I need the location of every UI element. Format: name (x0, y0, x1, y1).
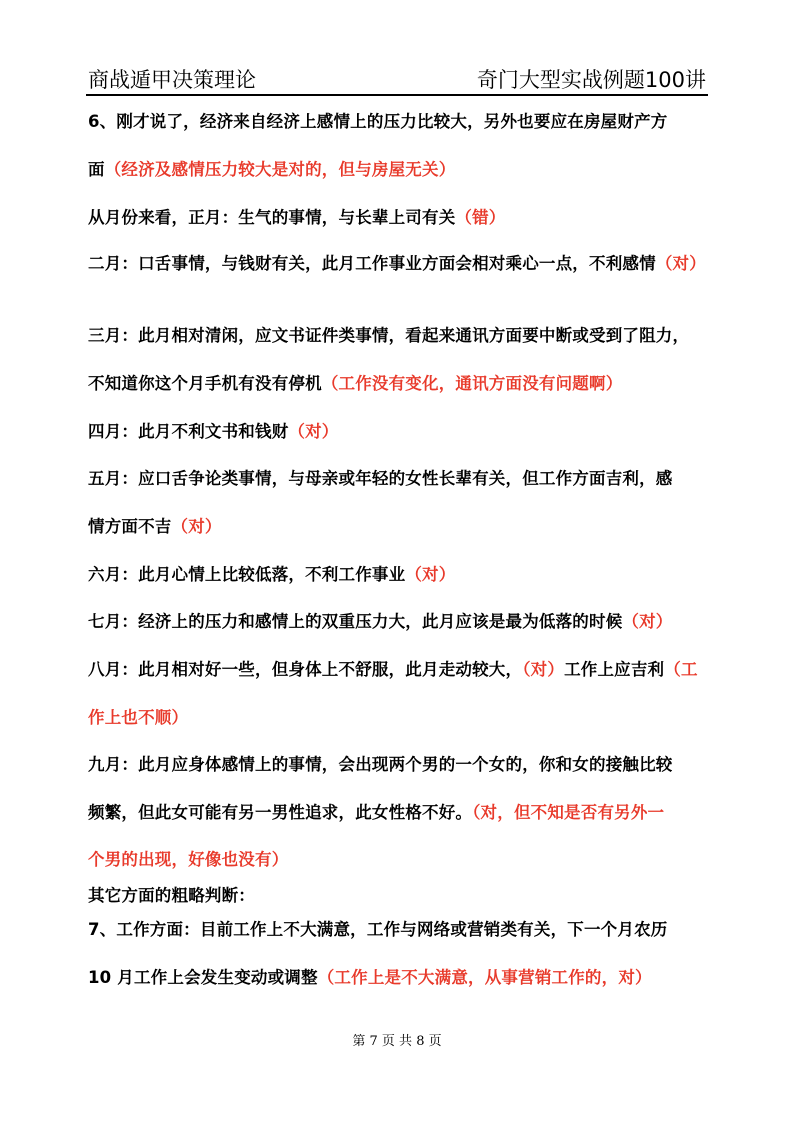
text-line (88, 156, 455, 180)
header-left-title: 商战遁甲决策理论 (88, 68, 256, 92)
annotation-text: （错） (455, 208, 506, 227)
body-text: 情方面不吉 (88, 517, 172, 536)
annotation-text: （工作没有变化，通讯方面没有问题啊） (321, 374, 623, 393)
body-text: 九月：此月应身体感情上的事情，会出现两个男的一个女的，你和女的接触比较 (88, 755, 673, 774)
body-text: 七月：经济上的压力和感情上的双重压力大，此月应该是最为低落的时候 (88, 612, 623, 631)
text-line (88, 964, 652, 988)
annotation-text: 个男的出现，好像也没有） (88, 850, 289, 869)
text-line (88, 608, 673, 632)
body-text: 不知道你这个月手机有没有停机 (88, 374, 322, 393)
annotation-text: （对） (171, 517, 222, 536)
annotation-text: （对） (655, 254, 706, 273)
text-line (88, 465, 673, 489)
text-line (88, 204, 506, 228)
body-text: 四月：此月不利文书和钱财 (88, 422, 289, 441)
page-footer: 第 7 页 共 8 页 (352, 1034, 442, 1049)
annotation-text: （经济及感情压力较大是对的，但与房屋无关） (104, 160, 456, 179)
text-line (88, 250, 706, 274)
text-line (88, 656, 698, 680)
body-text: 其它方面的粗略判断： (88, 886, 255, 905)
body-text: 六月：此月心情上比较低落，不利工作事业 (88, 565, 406, 584)
body-text: 频繁，但此女可能有另一男性追求，此女性格不好。 (88, 803, 473, 822)
header-divider (86, 94, 708, 96)
annotation-text: （工 (664, 660, 698, 679)
body-text: 工作上应吉利 (564, 660, 665, 679)
text-line (88, 751, 673, 775)
annotation-text: （工作上是不大满意，从事营销工作的，对） (317, 968, 652, 987)
text-line (88, 418, 339, 442)
body-text: 7、工作方面：目前工作上不大满意，工作与网络或营销类有关，下一个月农历 (88, 920, 668, 939)
page-header (88, 62, 706, 98)
body-text: 10 月工作上会发生变动或调整 (88, 968, 318, 987)
annotation-text: （对） (622, 612, 673, 631)
body-text: 二月：口舌事情，与钱财有关，此月工作事业方面会相对乘心一点，不利感情 (88, 254, 656, 273)
text-line (88, 370, 622, 394)
text-line (88, 561, 455, 585)
text-line (88, 916, 667, 940)
annotation-text: （对） (288, 422, 339, 441)
annotation-text: （对，但不知是否有另外一 (472, 803, 665, 822)
text-line (88, 704, 188, 728)
text-line (88, 108, 667, 132)
annotation-text: 作上也不顺） (88, 708, 189, 727)
text-line (88, 322, 689, 346)
body-text: 三月：此月相对清闲，应文书证件类事情，看起来通讯方面要中断或受到了阻力， (88, 326, 690, 345)
annotation-text: （对） (522, 660, 565, 679)
text-line (88, 799, 664, 823)
header-right-title: 奇门大型实战例题100讲 (476, 68, 706, 92)
body-text: 6、刚才说了，经济来自经济上感情上的压力比较大，另外也要应在房屋财产方 (88, 112, 668, 131)
body-text: 面 (88, 160, 105, 179)
annotation-text: （对） (405, 565, 456, 584)
body-text: 五月：应口舌争论类事情，与母亲或年轻的女性长辈有关，但工作方面吉利，感 (88, 469, 673, 488)
text-line (88, 513, 222, 537)
text-line (88, 882, 255, 906)
text-line (88, 846, 288, 870)
body-text: 从月份来看，正月：生气的事情，与长辈上司有关 (88, 208, 456, 227)
body-text: 八月：此月相对好一些，但身体上不舒服，此月走动较大， (88, 660, 523, 679)
